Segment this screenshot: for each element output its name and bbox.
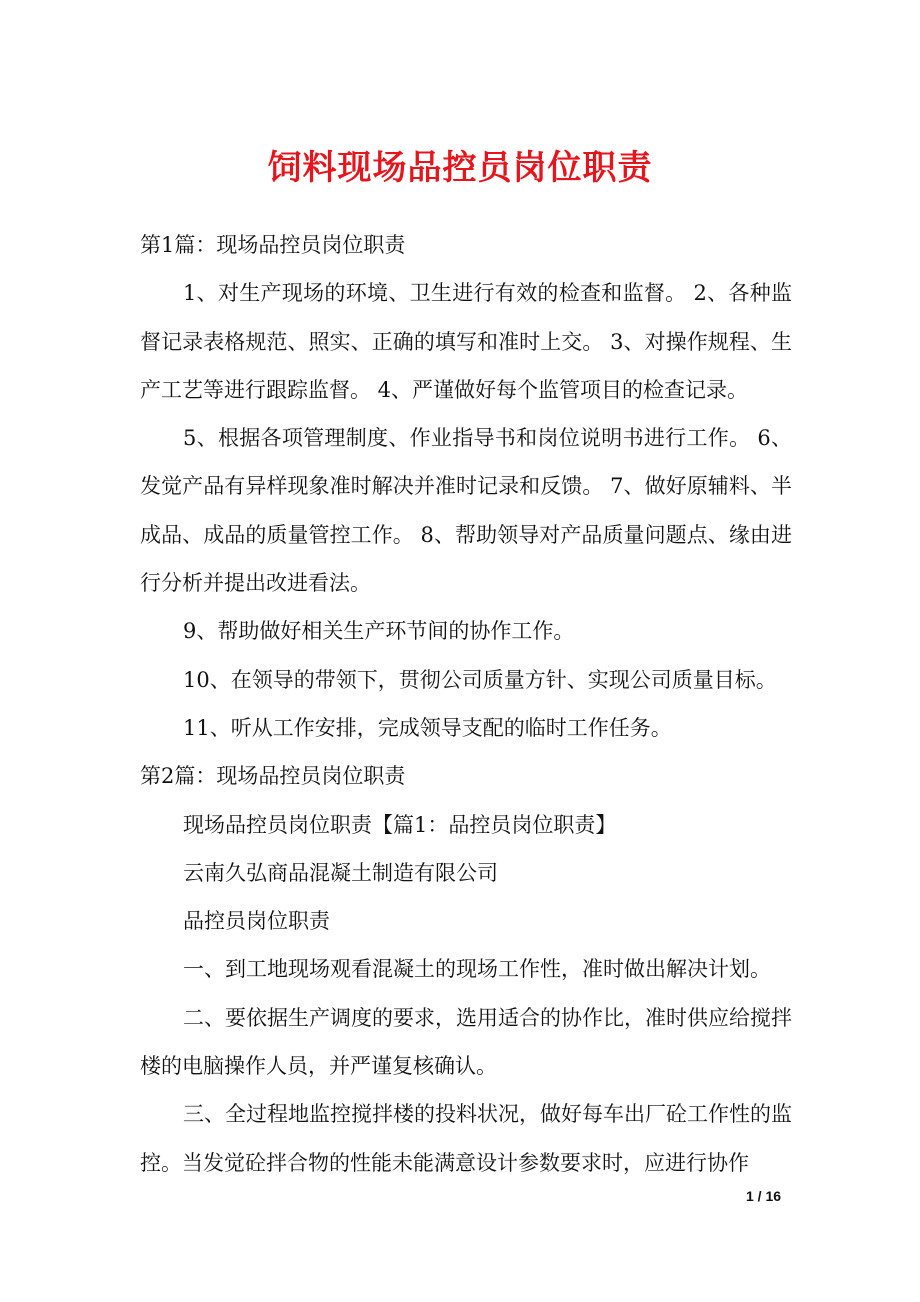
paragraph: 一、到工地现场观看混凝土的现场工作性，准时做出解决计划。 — [183, 957, 771, 982]
section-heading: 第2篇：现场品控员岗位职责 — [140, 764, 406, 789]
paragraph: 三、全过程地监控搅拌楼的投料状况，做好每车出厂砼工作性的监控。当发觉砼拌合物的性能未能满意设计参数要求时，应进行协作 — [140, 1102, 792, 1175]
paragraph: 二、要依据生产调度的要求，选用适合的协作比，准时供应给搅拌楼的电脑操作人员，并严谨复核确认。 — [140, 1005, 792, 1079]
page-number: 1 / 16 — [746, 1188, 782, 1204]
paragraph: 品控员岗位职责 — [183, 909, 330, 934]
paragraph: 1、对生产现场的环境、卫生进行有效的检查和监督。 2、各种监督记录表格规范、照实、正确的填写和准时上交。 3、对操作规程、生产工艺等进行跟踪监督。 4、严谨做好每个监管项目的检查记录。 — [140, 281, 792, 402]
paragraph: 9、帮助做好相关生产环节间的协作工作。 — [183, 619, 575, 644]
section-heading: 第1篇：现场品控员岗位职责 — [140, 233, 406, 257]
paragraph: 5、根据各项管理制度、作业指导书和岗位说明书进行工作。 6、发觉产品有异样现象准时解决并准时记录和反馈。 7、做好原辅料、半成品、成品的质量管控工作。 8、帮助领导对产品质量问题点、缘由进行分析并提出改进看法。 — [140, 426, 792, 596]
paragraph: 云南久弘商品混凝土制造有限公司 — [183, 860, 498, 885]
paragraph: 11、听从工作安排，完成领导支配的临时工作任务。 — [183, 715, 672, 740]
document-body — [140, 221, 792, 1187]
paragraph: 10、在领导的带领下，贯彻公司质量方针、实现公司质量目标。 — [183, 667, 777, 692]
paragraph: 现场品控员岗位职责【篇1：品控员岗位职责】 — [183, 812, 617, 837]
document-title: 饲料现场品控员岗位职责 — [267, 148, 653, 188]
